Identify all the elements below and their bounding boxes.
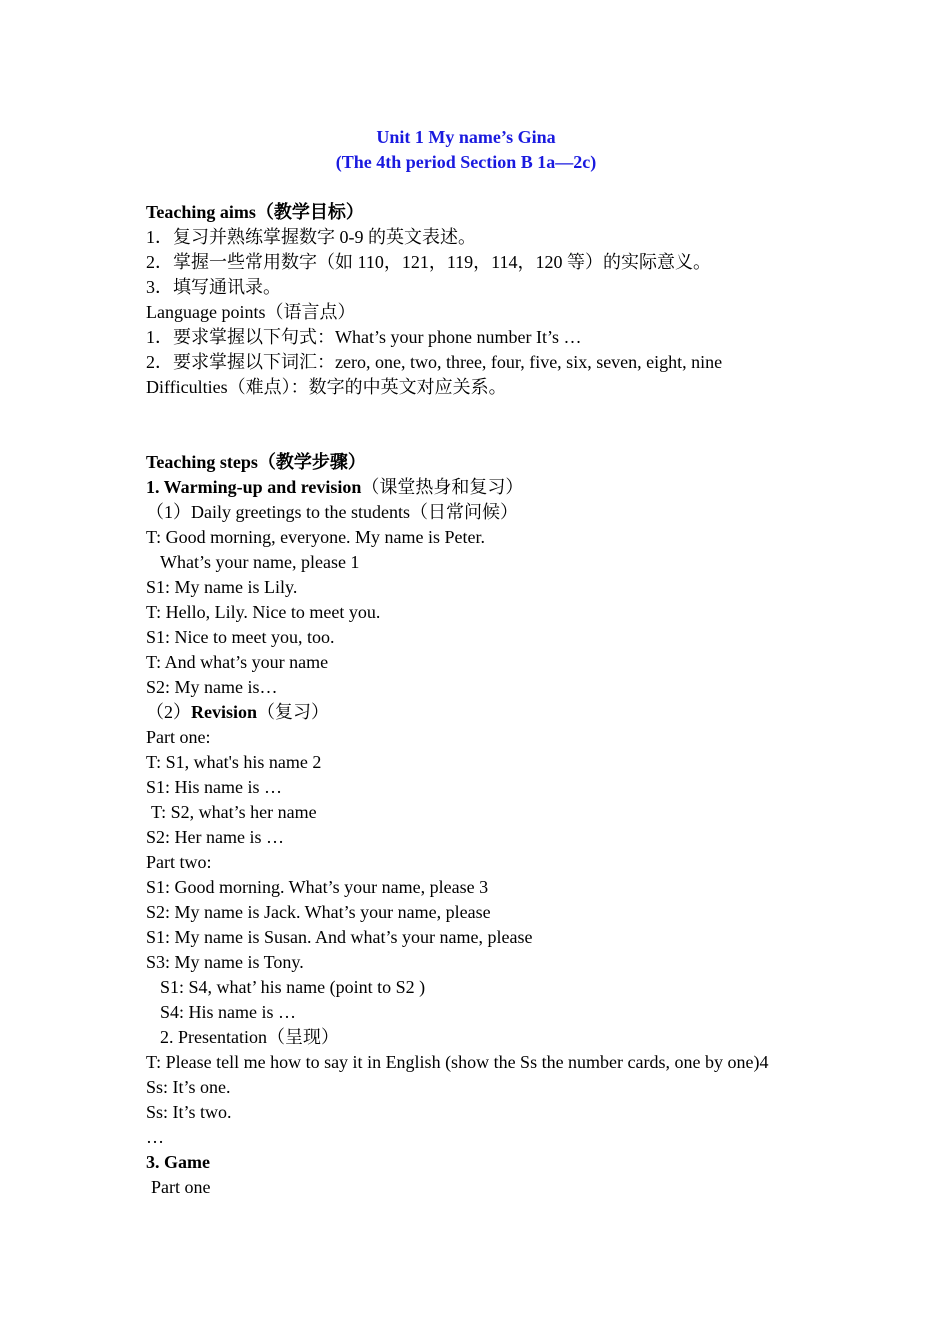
dialogue-line: T: S1, what's his name 2 bbox=[146, 752, 322, 772]
part-one-label: Part one: bbox=[146, 727, 211, 747]
difficulties-line: Difficulties（难点）：数字的中英文对应关系。 bbox=[146, 377, 507, 397]
ellipsis-line: … bbox=[146, 1127, 164, 1147]
spacer bbox=[146, 175, 786, 200]
dialogue-line: S2: My name is… bbox=[146, 677, 278, 697]
revision-cn: （复习） bbox=[257, 702, 330, 722]
part-two-label: Part two: bbox=[146, 852, 212, 872]
aims-item-2: 2．掌握一些常用数字（如 110，121，119，114，120 等）的实际意义。 bbox=[146, 252, 711, 272]
language-item-1: 1．要求掌握以下句式：What’s your phone number It’s … bbox=[146, 327, 582, 347]
dialogue-line: T: Please tell me how to say it in English (show the Ss the number cards, one by one)4 bbox=[146, 1052, 769, 1072]
revision-heading bbox=[146, 700, 786, 725]
dialogue-line: S1: Good morning. What’s your name, please 3 bbox=[146, 877, 489, 897]
language-item-2: 2．要求掌握以下词汇：zero, one, two, three, four, five, six, seven, eight, nine bbox=[146, 352, 723, 372]
revision-label: Revision bbox=[191, 702, 258, 722]
dialogue-line: S1: My name is Susan. And what’s your name, please bbox=[146, 927, 533, 947]
dialogue-line: T: S2, what’s her name bbox=[151, 802, 317, 822]
dialogue-line: Ss: It’s two. bbox=[146, 1102, 232, 1122]
dialogue-line: S1: Nice to meet you, too. bbox=[146, 627, 335, 647]
dialogue-line: T: Good morning, everyone. My name is Peter. bbox=[146, 527, 486, 547]
dialogue-line: S1: My name is Lily. bbox=[146, 577, 298, 597]
warmup-heading-en: 1. Warming-up and revision bbox=[146, 477, 362, 497]
warmup-heading bbox=[146, 475, 786, 500]
dialogue-line: S1: His name is … bbox=[146, 777, 283, 797]
greetings-heading: （1）Daily greetings to the students（日常问候） bbox=[146, 502, 518, 522]
dialogue-line: What’s your name, please 1 bbox=[160, 552, 360, 572]
revision-prefix: （2） bbox=[146, 702, 191, 722]
dialogue-line: S2: My name is Jack. What’s your name, please bbox=[146, 902, 491, 922]
aims-item-1: 1．复习并熟练掌握数字 0-9 的英文表述。 bbox=[146, 227, 476, 247]
title-line-1: Unit 1 My name’s Gina bbox=[376, 127, 556, 147]
game-heading: 3. Game bbox=[146, 1152, 210, 1172]
game-part-label: Part one bbox=[151, 1177, 211, 1197]
dialogue-line: T: Hello, Lily. Nice to meet you. bbox=[146, 602, 381, 622]
dialogue-line: S3: My name is Tony. bbox=[146, 952, 304, 972]
dialogue-line: T: And what’s your name bbox=[146, 652, 329, 672]
aims-item-3: 3．填写通讯录。 bbox=[146, 277, 281, 297]
warmup-heading-cn: （课堂热身和复习） bbox=[361, 477, 524, 497]
dialogue-line: S1: S4, what’ his name (point to S2 ) bbox=[160, 977, 426, 997]
dialogue-line: S4: His name is … bbox=[160, 1002, 297, 1022]
aims-heading: Teaching aims（教学目标） bbox=[146, 202, 364, 222]
dialogue-line: Ss: It’s one. bbox=[146, 1077, 231, 1097]
language-heading: Language points（语言点） bbox=[146, 302, 356, 322]
title-line-2: (The 4th period Section B 1a—2c) bbox=[335, 152, 597, 172]
dialogue-line: S2: Her name is … bbox=[146, 827, 284, 847]
steps-heading: Teaching steps（教学步骤） bbox=[146, 452, 366, 472]
document-page bbox=[146, 125, 786, 1200]
spacer bbox=[146, 400, 786, 450]
presentation-heading: 2. Presentation（呈现） bbox=[160, 1027, 339, 1047]
document-title bbox=[126, 125, 806, 175]
